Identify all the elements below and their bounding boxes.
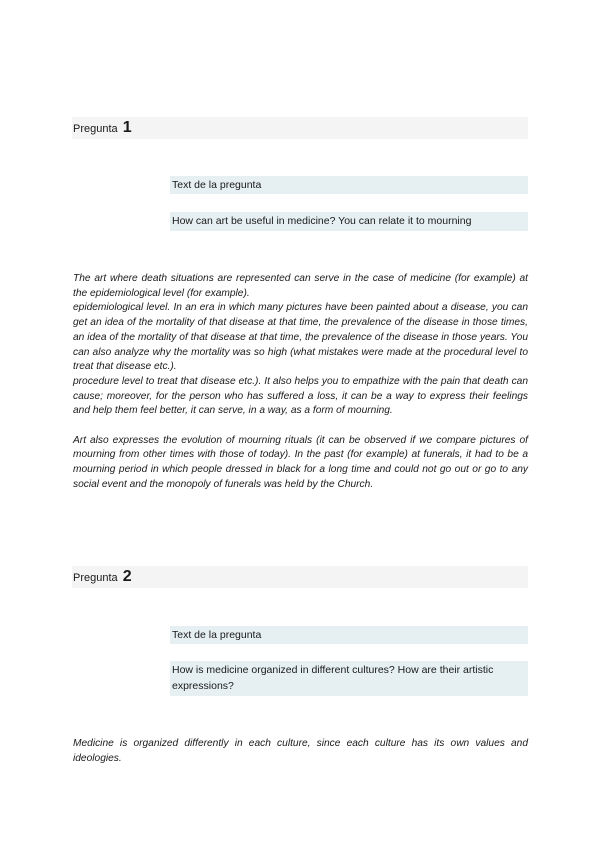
question-1-text: How can art be useful in medicine? You can relate it to mourning: [170, 212, 528, 231]
answer-paragraph: The art where death situations are represented can serve in the case of medicine (for example) at the epidemiological level (for example).: [73, 273, 528, 299]
question-2-text: How is medicine organized in different cultures? How are their artistic expressions?: [170, 661, 528, 696]
answer-paragraph: Medicine is organized differently in each culture, since each culture has its own values and ideologies.: [73, 738, 528, 764]
question-number: 1: [122, 119, 132, 136]
answer-paragraph: epidemiological level. In an era in which many pictures have been painted about a disease, you can get an idea of the mortality of that disease at that time, the prevalence of the disease in those times, an idea of the mortality of that disease at that time, the prevalence of the disease in those years. You can also analyze why the mortality was so high (what mistakes were made at the procedural level to treat that disease etc.).: [73, 302, 528, 373]
question-2-text-label: Text de la pregunta: [170, 626, 528, 644]
answer-paragraph: Art also expresses the evolution of mourning rituals (it can be observed if we compare pictures of mourning from other times with those of today). In the past (for example) at funerals, it had to be a mourning period in which people dressed in black for a long time and could not go out or go to any social event and the monopoly of funerals was held by the Church.: [73, 434, 528, 490]
question-label: Pregunta: [73, 123, 118, 135]
question-2-header: [72, 566, 528, 588]
question-label: Pregunta: [73, 572, 118, 584]
answer-paragraph: procedure level to treat that disease etc.). It also helps you to empathize with the pain that death can cause; moreover, for the person who has suffered a loss, it can be a way to express their feelings and help them feel better, it can serve, in a way, as a form of mourning.: [73, 375, 528, 417]
question-number: 2: [122, 568, 132, 585]
question-1-answer: [73, 272, 528, 493]
question-2-answer: [73, 737, 528, 766]
question-1-text-label: Text de la pregunta: [170, 176, 528, 194]
question-1-header: [72, 117, 528, 139]
